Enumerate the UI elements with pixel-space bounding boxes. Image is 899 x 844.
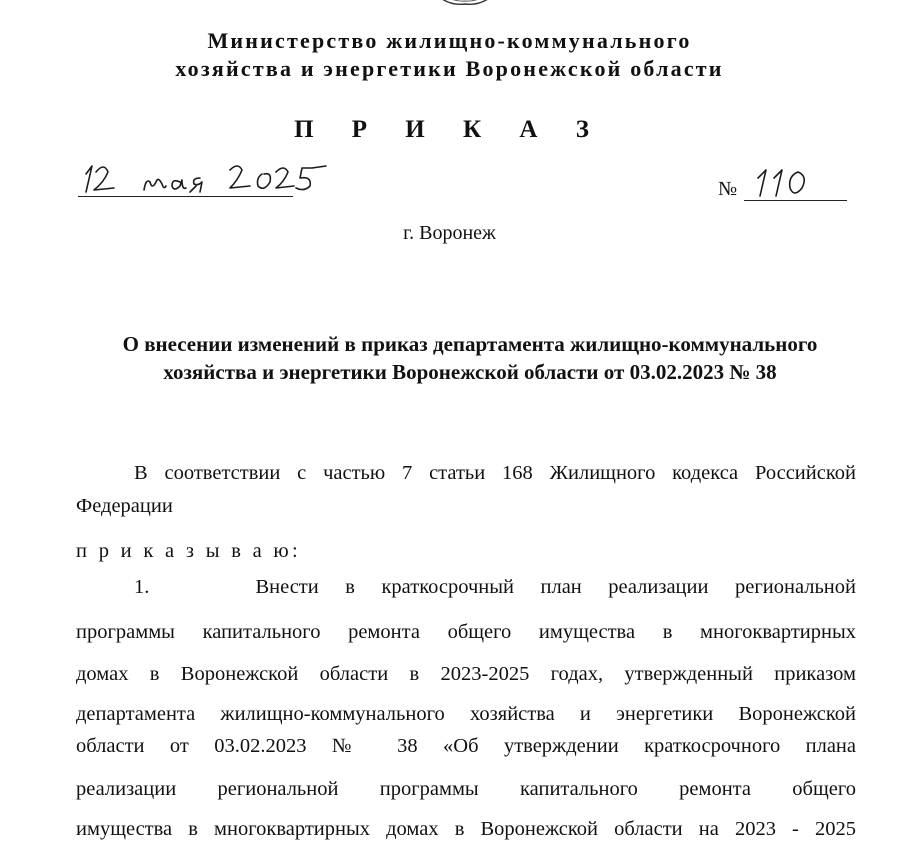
body-line: программы капитального ремонта общего имущества в многоквартирных (76, 621, 856, 643)
body-line: 1. Внести в краткосрочный план реализации региональной (134, 576, 856, 598)
handwritten-date (80, 152, 330, 200)
subject-line-1: О внесении изменений в приказ департамента жилищно-коммунального (122, 332, 818, 356)
body-line: имущества в многоквартирных домах в Воронежской области на 2023 - 2025 (76, 818, 856, 840)
ministry-name-line-2: хозяйства и энергетики Воронежской области (175, 56, 724, 81)
order-subject (60, 330, 880, 386)
body-line: В соответствии с частью 7 статьи 168 Жилищного кодекса Российской (134, 462, 856, 484)
body-line: области от 03.02.2023 № 38 «Об утверждении краткосрочного плана (76, 735, 856, 757)
body-line: реализации региональной программы капитального ремонта общего (76, 778, 856, 800)
body-line: Федерации (76, 495, 173, 517)
date-underline (78, 196, 293, 197)
coat-of-arms-emblem (430, 0, 500, 8)
handwritten-order-number (752, 162, 822, 204)
subject-line-2: хозяйства и энергетики Воронежской области от 03.02.2023 № 38 (163, 360, 777, 384)
number-sign: № (718, 178, 738, 200)
order-directive: п р и к а з ы в а ю: (76, 540, 302, 562)
ministry-name-line-1: Министерство жилищно-коммунального (207, 28, 692, 53)
order-title: П Р И К А З (294, 116, 605, 143)
city-name: г. Воронеж (403, 222, 496, 244)
body-line: департамента жилищно-коммунального хозяйства и энергетики Воронежской (76, 703, 856, 725)
body-line: домах в Воронежской области в 2023-2025 годах, утвержденный приказом (76, 663, 856, 685)
